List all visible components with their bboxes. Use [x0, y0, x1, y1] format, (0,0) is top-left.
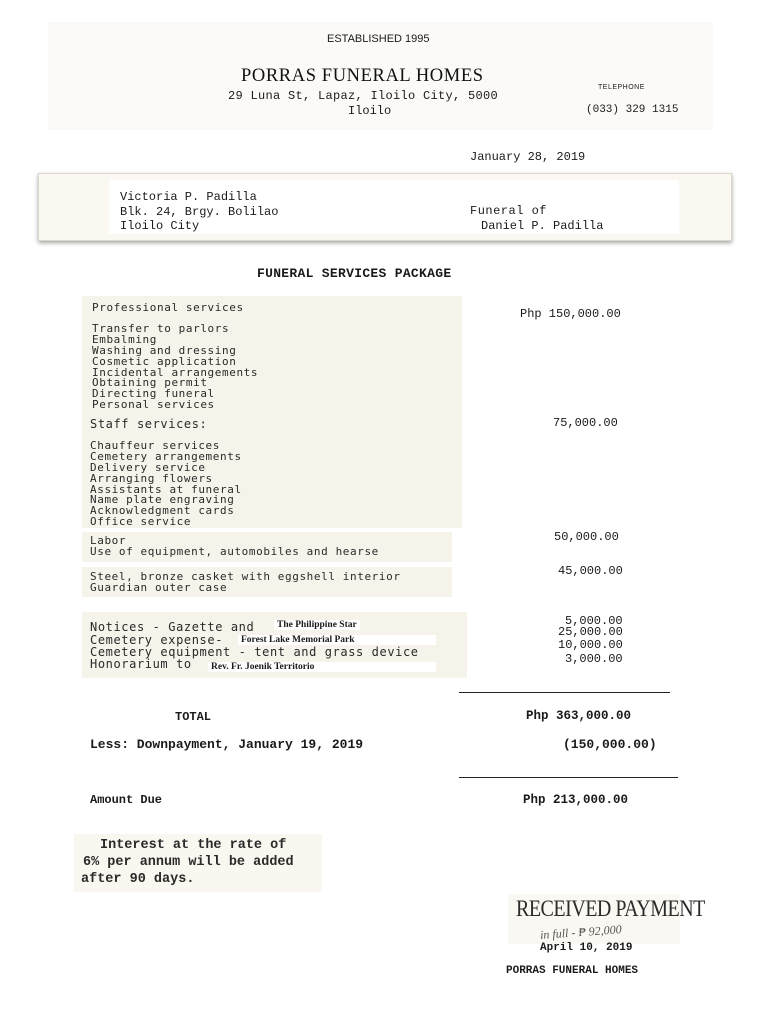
downpayment-label: Less: Downpayment, January 19, 2019 — [90, 737, 364, 752]
staff-item: Delivery service — [90, 461, 206, 474]
staff-services-amount: 75,000.00 — [553, 416, 618, 430]
amount-due-rule — [459, 777, 678, 778]
cemetery-expense-label: Cemetery expense- — [90, 633, 224, 647]
staff-services-title: Staff services: — [90, 417, 208, 431]
established-text: ESTABLISHED 1995 — [327, 33, 430, 45]
misc-amount: 5,000.00 — [565, 614, 623, 628]
recipient-address-line3: Iloilo City — [120, 219, 200, 233]
deceased-name: Daniel P. Padilla — [481, 219, 604, 233]
notices-label: Notices - Gazette and — [90, 620, 255, 634]
total-amount: Php 363,000.00 — [526, 709, 632, 723]
interest-note-line3: after 90 days. — [81, 872, 195, 887]
professional-item: Directing funeral — [92, 387, 215, 400]
professional-services-amount: Php 150,000.00 — [520, 307, 621, 321]
funeral-of-label: Funeral of — [470, 204, 548, 218]
received-payment-stamp: RECEIVED PAYMENT — [516, 896, 705, 922]
casket-label: Steel, bronze casket with eggshell interior — [90, 570, 401, 583]
stamp-date: April 10, 2019 — [540, 942, 633, 954]
staff-item: Assistants at funeral — [90, 483, 242, 496]
total-label: TOTAL — [175, 710, 212, 724]
total-rule — [459, 692, 670, 693]
stamp-company: PORRAS FUNERAL HOMES — [506, 965, 639, 977]
company-address-line2: Iloilo — [348, 104, 392, 118]
professional-services-title: Professional services — [92, 301, 244, 314]
casket-amount: 45,000.00 — [558, 564, 623, 578]
professional-item: Embalming — [92, 333, 158, 346]
letter-date: January 28, 2019 — [470, 150, 586, 164]
staff-item: Chauffeur services — [90, 439, 221, 452]
handwritten-note: in full - ₱ 92,000 — [539, 922, 623, 942]
professional-item: Washing and dressing — [92, 344, 237, 357]
outer-case-label: Guardian outer case — [90, 581, 228, 594]
package-title: FUNERAL SERVICES PACKAGE — [257, 266, 452, 281]
misc-amount: 10,000.00 — [558, 638, 623, 652]
professional-item: Cosmetic application — [92, 355, 237, 368]
professional-item: Incidental arrangements — [92, 366, 259, 379]
staff-item: Office service — [90, 515, 192, 528]
telephone-number: (033) 329 1315 — [586, 104, 679, 116]
staff-item: Cemetery arrangements — [90, 450, 242, 463]
downpayment-amount: (150,000.00) — [563, 737, 657, 752]
newspaper-name: The Philippine Star — [274, 620, 360, 630]
misc-amount: 25,000.00 — [558, 625, 623, 639]
recipient-address-line2: Blk. 24, Brgy. Bolilao — [120, 205, 279, 219]
staff-item: Name plate engraving — [90, 493, 235, 506]
interest-note-line2: 6% per annum will be added — [83, 855, 294, 870]
honorarium-label: Honorarium to — [90, 657, 192, 671]
amount-due-value: Php 213,000.00 — [523, 793, 629, 807]
honorarium-name: Rev. Fr. Joenik Territorio — [208, 662, 436, 672]
company-name: PORRAS FUNERAL HOMES — [241, 66, 484, 86]
staff-item: Acknowledgment cards — [90, 504, 235, 517]
labor-amount: 50,000.00 — [554, 530, 619, 544]
professional-item: Transfer to parlors — [92, 322, 230, 335]
amount-due-label: Amount Due — [90, 793, 163, 807]
telephone-label: TELEPHONE — [598, 84, 645, 91]
misc-amount: 3,000.00 — [565, 652, 623, 666]
interest-note-line1: Interest at the rate of — [100, 838, 287, 853]
labor-label: Labor — [90, 534, 127, 547]
recipient-name: Victoria P. Padilla — [120, 190, 257, 204]
professional-item: Obtaining permit — [92, 376, 208, 389]
equipment-label: Use of equipment, automobiles and hearse — [90, 545, 379, 558]
cemetery-equipment-label: Cemetery equipment - tent and grass device — [90, 645, 419, 659]
cemetery-name: Forest Lake Memorial Park — [238, 635, 436, 645]
professional-item: Personal services — [92, 398, 215, 411]
company-address-line1: 29 Luna St, Lapaz, Iloilo City, 5000 — [228, 89, 499, 103]
staff-item: Arranging flowers — [90, 472, 213, 485]
